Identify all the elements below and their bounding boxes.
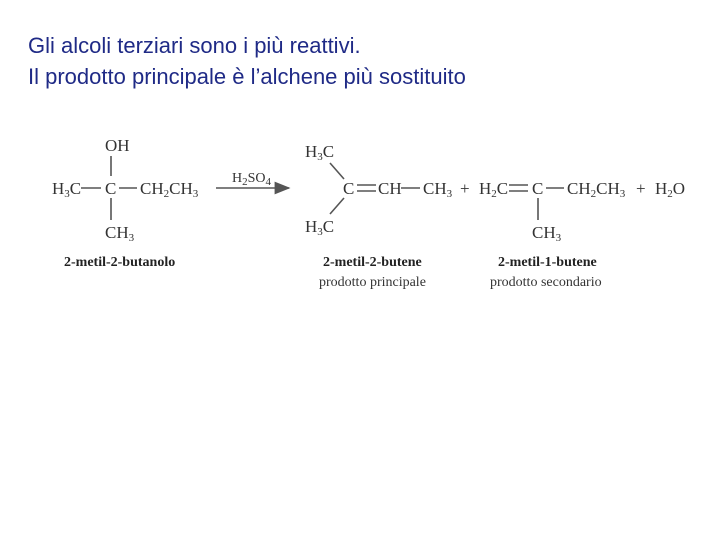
secondary-product-structure xyxy=(479,179,626,244)
secondary-product-description: prodotto secondario xyxy=(490,275,602,290)
secondary-product-central-carbon: C xyxy=(532,179,544,198)
main-product-ch-group: CH xyxy=(378,179,402,198)
reactant-name: 2-metil-2-butanolo xyxy=(64,255,176,270)
headline-line-1: Gli alcoli terziari sono i più reattivi. xyxy=(28,33,361,58)
reactant-central-carbon: C xyxy=(105,179,117,198)
main-product-bond-upper xyxy=(330,163,344,179)
main-product-structure xyxy=(305,142,453,238)
reagent-label: H2SO4 xyxy=(232,171,272,188)
secondary-product-h2c-group: H2C xyxy=(479,179,509,200)
headline-line-2: Il prodotto principale è l’alchene più sostituito xyxy=(28,64,466,89)
reactant-h3c-group: H3C xyxy=(52,179,82,200)
secondary-product-ch3-group: CH3 xyxy=(532,223,562,244)
plus-sign-1: + xyxy=(460,179,470,198)
main-product-lower-methyl: H3C xyxy=(305,217,335,238)
main-product-description: prodotto principale xyxy=(319,275,426,290)
secondary-product-ethyl-group: CH2CH3 xyxy=(567,179,626,200)
reactant-ethyl-group: CH2CH3 xyxy=(140,179,199,200)
main-product-central-carbon: C xyxy=(343,179,355,198)
plus-sign-2: + xyxy=(636,179,646,198)
reactant-oh-group: OH xyxy=(105,136,130,155)
main-product-name: 2-metil-2-butene xyxy=(323,255,422,270)
reactant-structure xyxy=(52,136,199,244)
reactant-ch3-group: CH3 xyxy=(105,223,135,244)
main-product-ch3-group: CH3 xyxy=(423,179,453,200)
secondary-product-name: 2-metil-1-butene xyxy=(498,255,597,270)
main-product-bond-lower xyxy=(330,198,344,214)
water-formula: H2O xyxy=(655,179,686,200)
main-product-upper-methyl: H3C xyxy=(305,142,335,163)
